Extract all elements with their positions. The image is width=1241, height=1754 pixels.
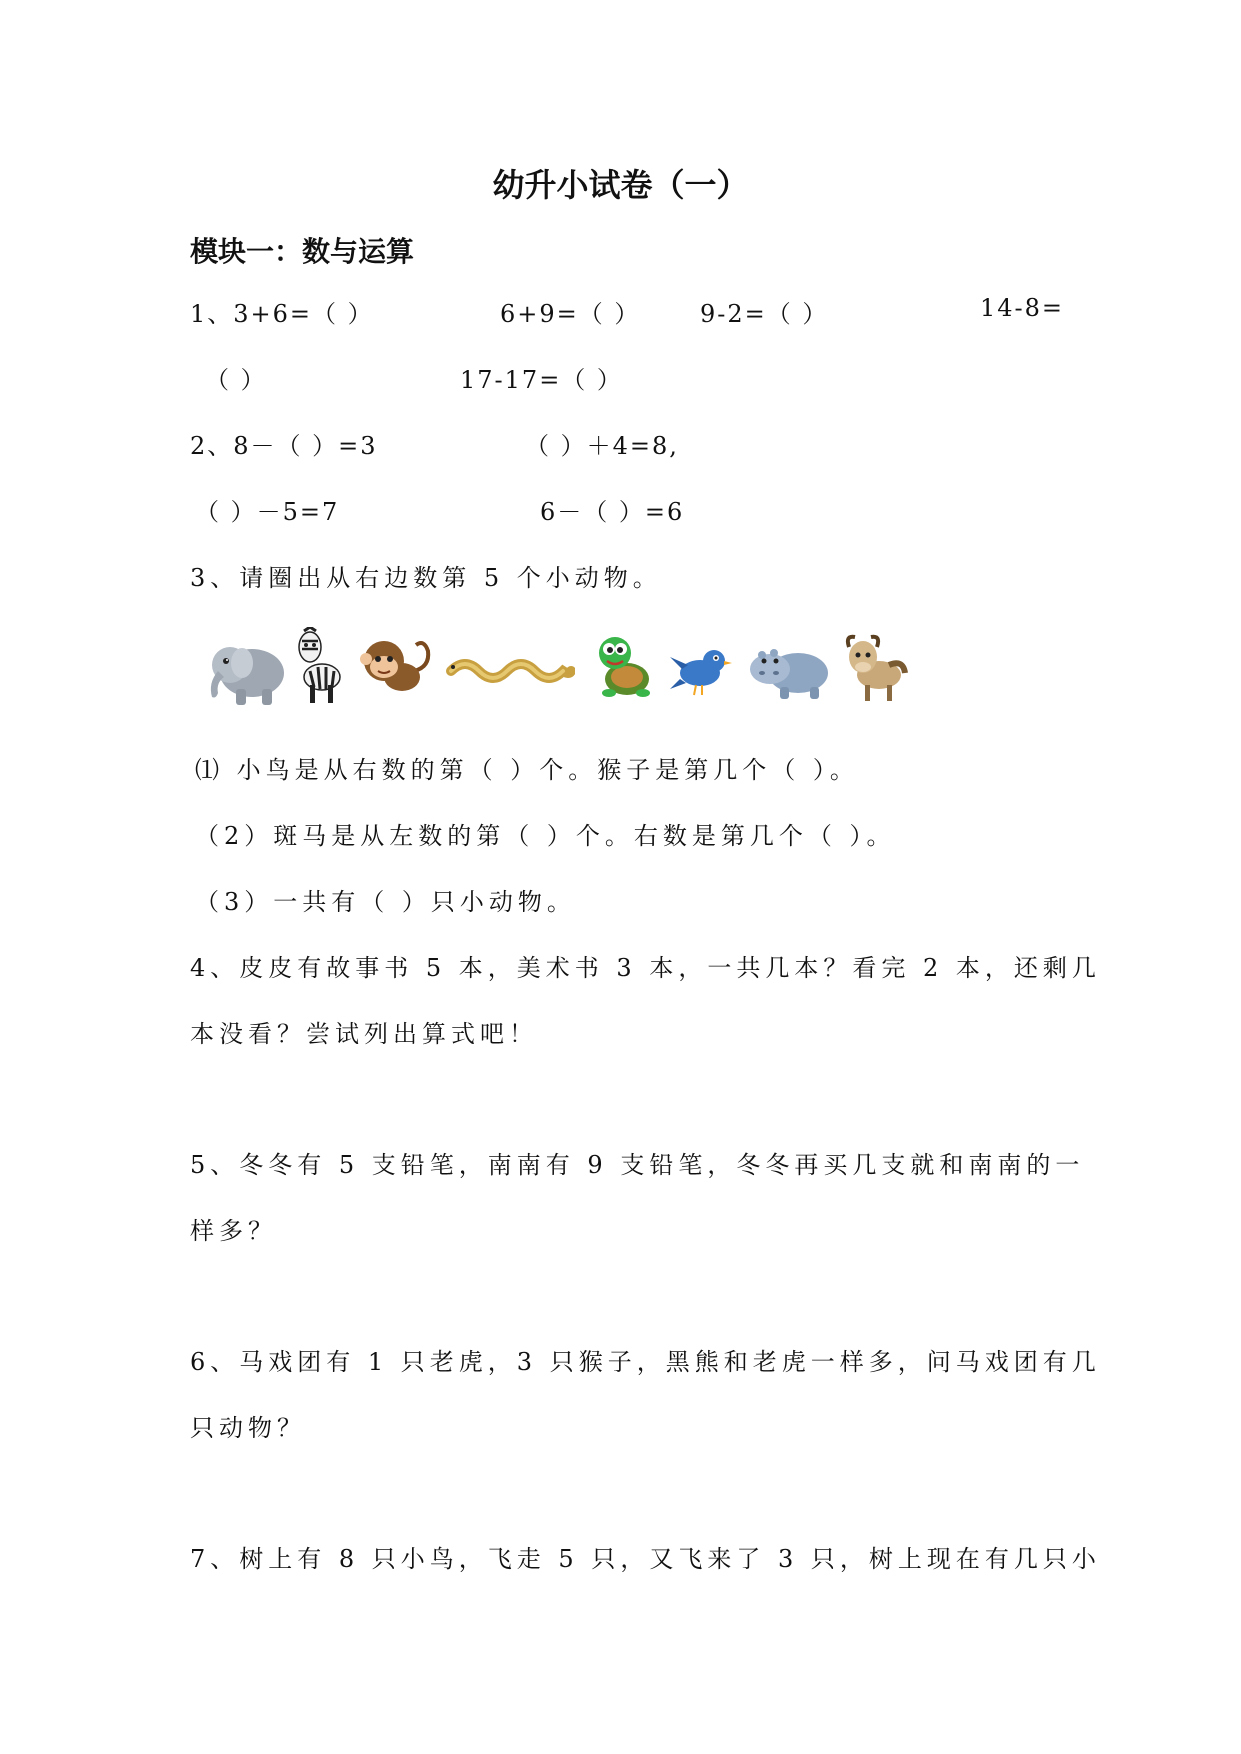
q1-item-f: 17-17=（ ）	[460, 366, 623, 394]
q7-line-1: 7、树上有 8 只小鸟，飞走 5 只，又飞来了 3 只，树上现在有几只小	[190, 1545, 1101, 1573]
page-title: 幼升小试卷（一）	[492, 166, 749, 204]
q2-item-b: （ ）＋4=8,	[525, 432, 679, 460]
monkey-icon	[358, 631, 434, 701]
q2-item-a: 2、8－（ ）=3	[190, 432, 378, 460]
zebra-icon	[290, 627, 352, 707]
q1-item-c: 9-2=（ ）	[700, 300, 829, 328]
hippo-icon	[748, 639, 832, 703]
q3-sub-3: （3）一共有（ ）只小动物。	[195, 888, 576, 916]
q2-item-c: （ ）－5=7	[195, 498, 340, 526]
elephant-icon	[200, 635, 290, 710]
snake-icon	[445, 653, 575, 689]
q3-sub-2: （2）斑马是从左数的第（ ）个。右数是第几个（ ）。	[195, 822, 896, 850]
ox-icon	[843, 629, 909, 705]
turtle-icon	[593, 631, 659, 703]
q3-sub-1: ⑴ 小鸟是从右数的第（ ）个。猴子是第几个（ ）。	[195, 756, 859, 784]
q1-item-e: （ ）	[205, 366, 267, 394]
bird-icon	[668, 643, 734, 699]
q4-line-2: 本没看？尝试列出算式吧！	[190, 1020, 538, 1048]
q1-item-a: 1、3+6=（ ）	[190, 300, 374, 328]
q3-prompt: 3、请圈出从右边数第 5 个小动物。	[190, 564, 662, 592]
q6-line-1: 6、马戏团有 1 只老虎，3 只猴子，黑熊和老虎一样多，问马戏团有几	[190, 1348, 1101, 1376]
q6-line-2: 只动物？	[190, 1414, 306, 1442]
q1-item-d: 14-8=	[980, 294, 1065, 322]
q5-line-1: 5、冬冬有 5 支铅笔，南南有 9 支铅笔，冬冬再买几支就和南南的一	[190, 1151, 1085, 1179]
q2-item-d: 6－（ ）=6	[540, 498, 685, 526]
module-heading: 模块一：数与运算	[190, 235, 415, 268]
animal-row	[200, 635, 920, 715]
q1-item-b: 6+9=（ ）	[500, 300, 641, 328]
q4-line-1: 4、皮皮有故事书 5 本，美术书 3 本，一共几本？看完 2 本，还剩几	[190, 954, 1101, 982]
q5-line-2: 样多？	[190, 1217, 277, 1245]
